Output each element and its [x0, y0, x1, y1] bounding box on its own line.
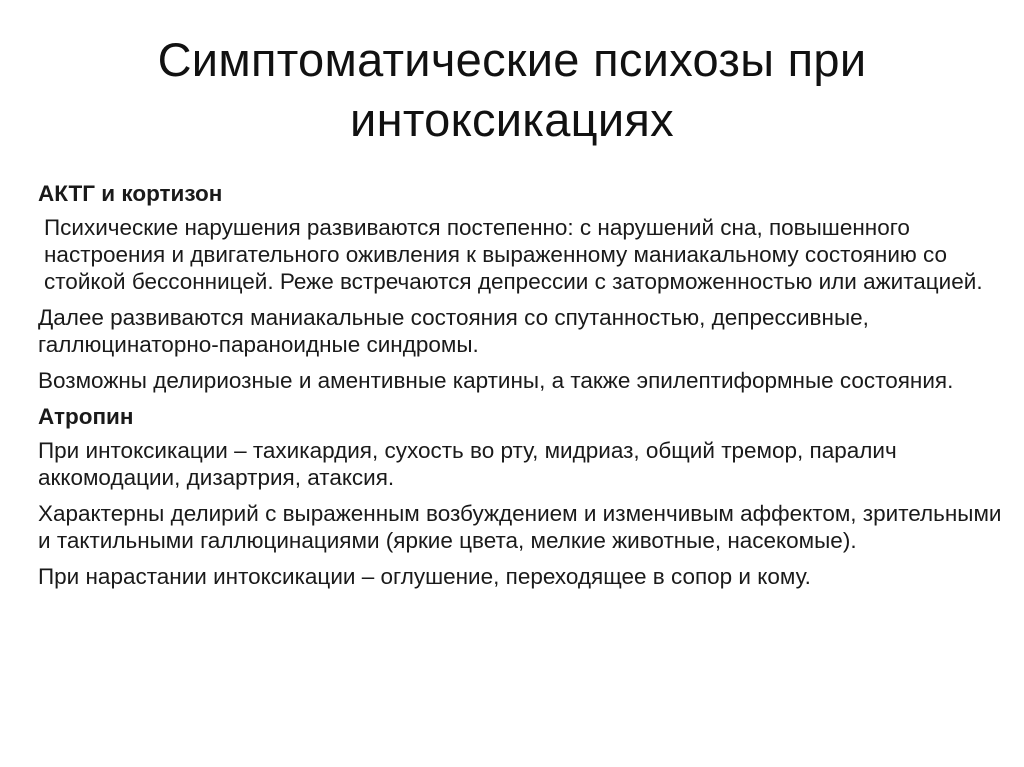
paragraph: Характерны делирий с выраженным возбуждением и изменчивым аффектом, зрительными и тактильными галлюцинациями (яркие цвета, мелкие животные, насекомые). [38, 501, 1002, 553]
paragraph: Возможны делириозные и аментивные картины, а также эпилептиформные состояния. [38, 368, 954, 393]
section-heading-acth: АКТГ и кортизон [38, 181, 223, 206]
paragraph: Психические нарушения развиваются постепенно: с нарушений сна, повышенного настроения и двигательного оживления к выраженному маниакальному состоянию со стойкой бессонницей. Реже встречаются депрессии с заторможенностью или ажитацией. [44, 215, 983, 294]
slide-title-line-2: интоксикациях [350, 93, 674, 146]
paragraph: При нарастании интоксикации – оглушение, переходящее в сопор и кому. [38, 564, 811, 589]
section-heading-atropine: Атропин [38, 404, 134, 429]
slide-title [40, 30, 984, 150]
slide-title-line-1: Симптоматические психозы при [157, 33, 867, 86]
paragraph: При интоксикации – тахикардия, сухость во рту, мидриаз, общий тремор, паралич аккомодации, дизартрия, атаксия. [38, 438, 897, 490]
slide-body [38, 180, 1003, 599]
paragraph: Далее развиваются маниакальные состояния со спутанностью, депрессивные, галлюцинаторно-параноидные синдромы. [38, 305, 869, 357]
